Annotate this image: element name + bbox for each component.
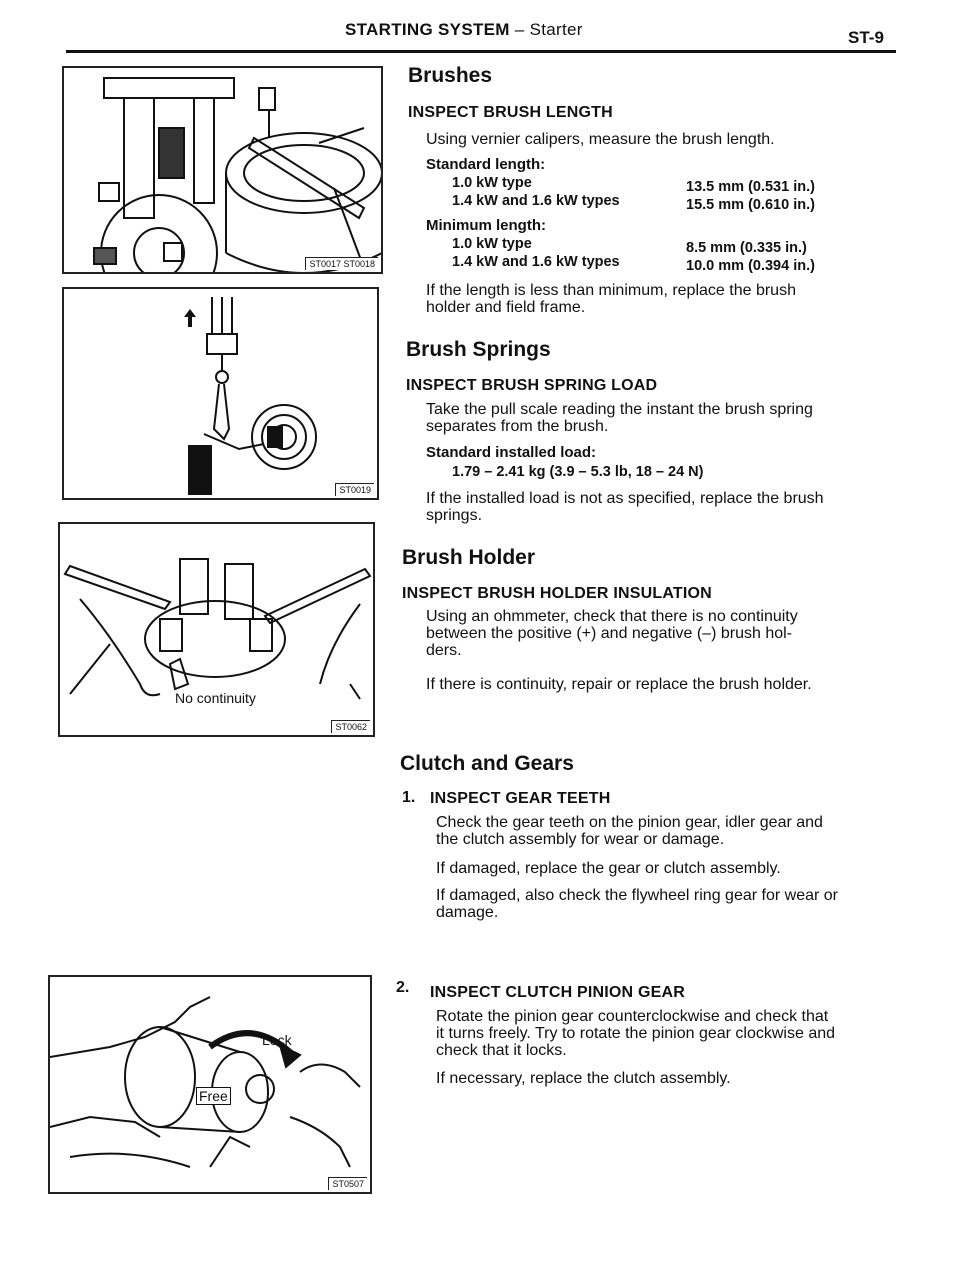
brush-springs-note-line-2: springs. xyxy=(426,507,483,524)
clutch-step1-note1: If damaged, replace the gear or clutch assembly. xyxy=(436,860,781,877)
brushes-standard-label: Standard length: xyxy=(426,156,546,173)
figure-spring-scale xyxy=(62,287,379,500)
brush-holder-note: If there is continuity, repair or replace the brush holder. xyxy=(426,676,812,693)
header-section: STARTING SYSTEM xyxy=(345,20,510,39)
clutch-step2-number: 2. xyxy=(396,979,410,996)
brushes-standard-row-2-type: 1.4 kW and 1.6 kW types xyxy=(452,193,620,209)
figure-code-spring-scale: ST0019 xyxy=(335,483,374,496)
page-number: ST-9 xyxy=(848,28,884,47)
brushes-minimum-row-2-type: 1.4 kW and 1.6 kW types xyxy=(452,254,620,270)
clutch-step2-text-line-1: Rotate the pinion gear counterclockwise and check that xyxy=(436,1008,829,1025)
spring-scale-illustration xyxy=(64,289,377,498)
brush-holder-intro-line-1: Using an ohmmeter, check that there is no continuity xyxy=(426,608,798,625)
brushes-title: Brushes xyxy=(408,64,493,87)
clutch-step1-text-line-1: Check the gear teeth on the pinion gear, idler gear and xyxy=(436,814,823,831)
brushes-minimum-label: Minimum length: xyxy=(426,217,546,234)
brushes-standard-row-1-value: 13.5 mm (0.531 in.) xyxy=(686,179,815,195)
clutch-step2-text-line-3: check that it locks. xyxy=(436,1042,567,1059)
no-continuity-label: No continuity xyxy=(175,690,256,706)
clutch-step1-title: INSPECT GEAR TEETH xyxy=(430,790,611,807)
brushes-minimum-row-1-value: 8.5 mm (0.335 in.) xyxy=(686,240,807,256)
clutch-title: Clutch and Gears xyxy=(400,752,574,775)
brush-springs-intro-line-1: Take the pull scale reading the instant the brush spring xyxy=(426,401,813,418)
figure-calipers xyxy=(62,66,383,274)
brushes-note-line-1: If the length is less than minimum, replace the brush xyxy=(426,282,796,299)
brushes-standard-row-1-type: 1.0 kW type xyxy=(452,175,532,191)
figure-pinion xyxy=(48,975,372,1194)
brush-holder-title: Brush Holder xyxy=(402,546,536,569)
figure-code-calipers: ST0017 ST0018 xyxy=(305,257,378,270)
brush-springs-spec-value: 1.79 – 2.41 kg (3.9 – 5.3 lb, 18 – 24 N) xyxy=(452,464,704,480)
brushes-step: INSPECT BRUSH LENGTH xyxy=(408,104,613,121)
figure-code-ohmmeter: ST0062 xyxy=(331,720,370,733)
clutch-step1-number: 1. xyxy=(402,789,416,806)
brushes-minimum-row-1-type: 1.0 kW type xyxy=(452,236,532,252)
brushes-minimum-row-2-value: 10.0 mm (0.394 in.) xyxy=(686,258,815,274)
clutch-step2-text-line-2: it turns freely. Try to rotate the pinion gear clockwise and xyxy=(436,1025,836,1042)
clutch-step1-note2-line-1: If damaged, also check the flywheel ring gear for wear or xyxy=(436,887,838,904)
figure-code-pinion: ST0507 xyxy=(328,1177,367,1190)
brush-holder-step: INSPECT BRUSH HOLDER INSULATION xyxy=(402,585,712,602)
header-subsection: Starter xyxy=(529,20,583,39)
brush-springs-step: INSPECT BRUSH SPRING LOAD xyxy=(406,377,658,394)
clutch-step1-note2-line-2: damage. xyxy=(436,904,499,921)
calipers-illustration xyxy=(64,68,381,272)
brush-springs-spec-label: Standard installed load: xyxy=(426,444,597,461)
lock-label: Lock xyxy=(262,1032,292,1048)
brushes-standard-row-2-value: 15.5 mm (0.610 in.) xyxy=(686,197,815,213)
brush-springs-note-line-1: If the installed load is not as specified, replace the brush xyxy=(426,490,824,507)
brush-holder-intro-line-3: ders. xyxy=(426,642,462,659)
free-label: Free xyxy=(196,1087,231,1105)
header-rule xyxy=(66,50,896,53)
brush-springs-intro-line-2: separates from the brush. xyxy=(426,418,609,435)
brushes-note-line-2: holder and field frame. xyxy=(426,299,586,316)
header-title xyxy=(345,20,583,40)
brush-holder-intro-line-2: between the positive (+) and negative (–) brush hol- xyxy=(426,625,792,642)
brushes-intro: Using vernier calipers, measure the brush length. xyxy=(426,131,775,148)
pinion-illustration xyxy=(50,977,370,1192)
clutch-step2-note: If necessary, replace the clutch assembly. xyxy=(436,1070,731,1087)
brush-springs-title: Brush Springs xyxy=(406,338,551,361)
clutch-step1-text-line-2: the clutch assembly for wear or damage. xyxy=(436,831,725,848)
figure-ohmmeter xyxy=(58,522,375,737)
clutch-step2-title: INSPECT CLUTCH PINION GEAR xyxy=(430,984,685,1001)
header-separator: – xyxy=(509,20,530,39)
